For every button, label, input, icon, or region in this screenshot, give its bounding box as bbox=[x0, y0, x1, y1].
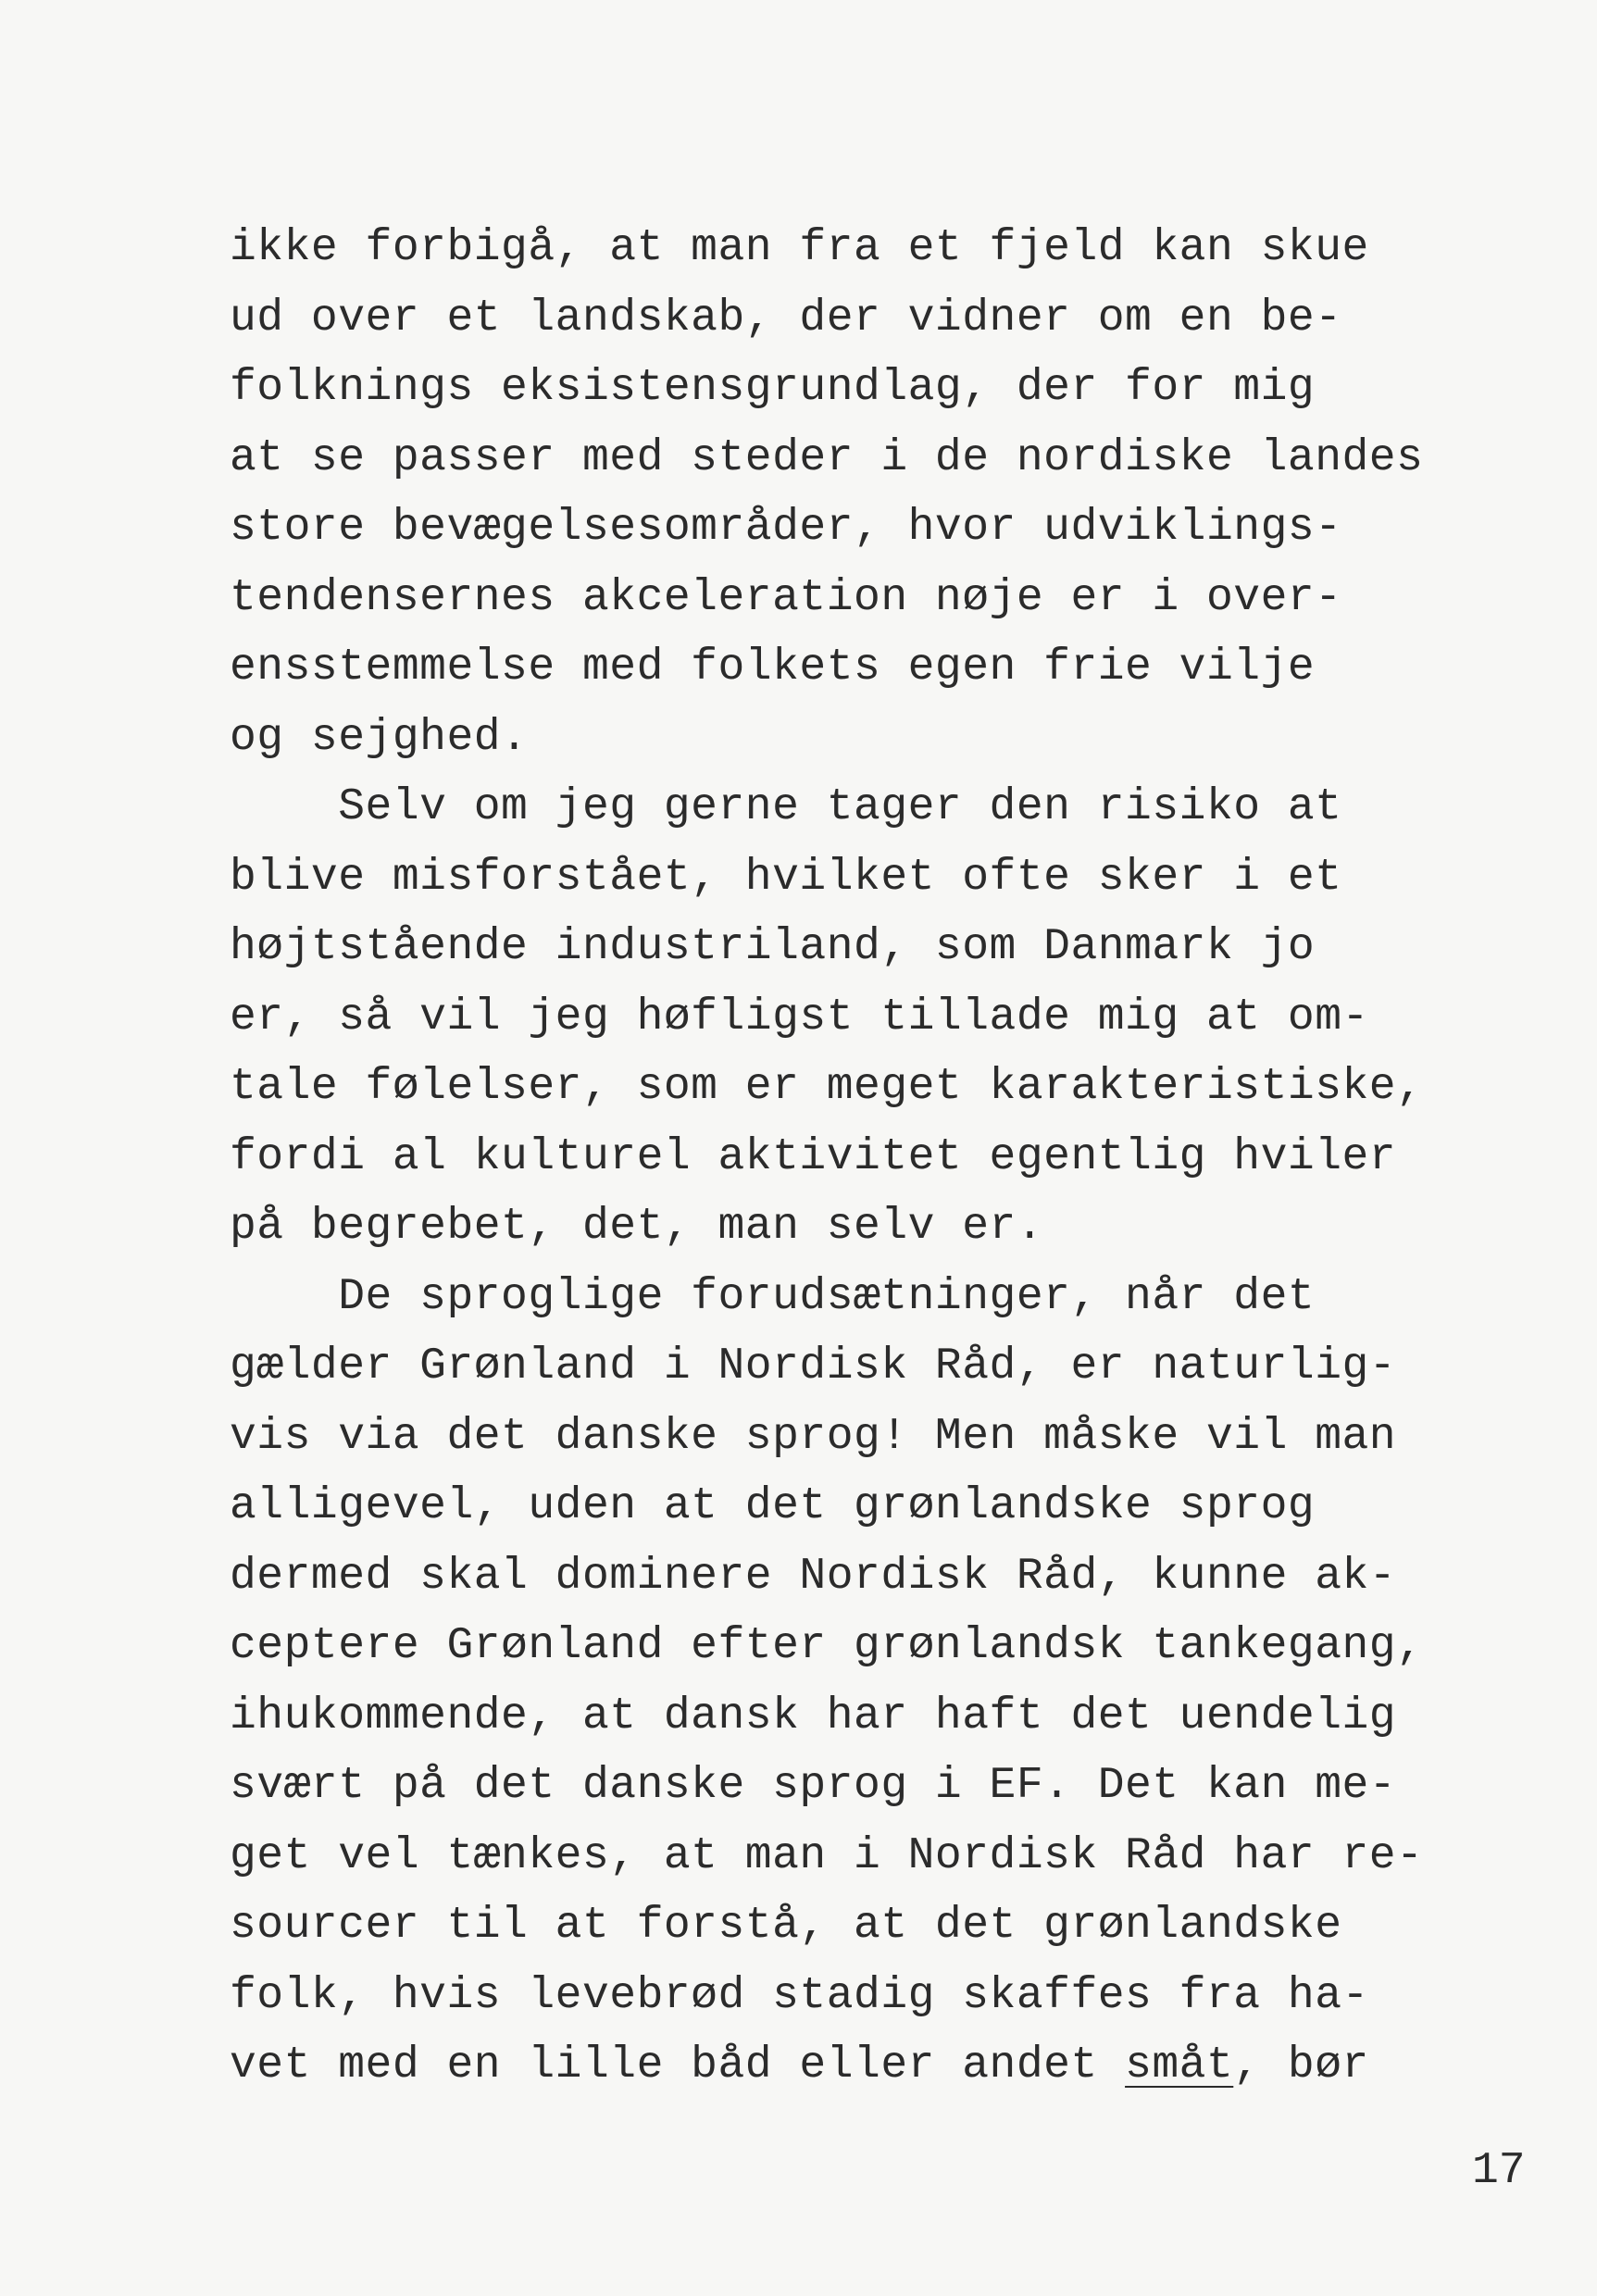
text-line: blive misforstået, hvilket ofte sker i et bbox=[230, 852, 1342, 903]
text-line: er, så vil jeg høfligst tillade mig at om- bbox=[230, 992, 1369, 1042]
text-line: ikke forbigå, at man fra et fjeld kan skue bbox=[230, 223, 1369, 273]
text-line: ud over et landskab, der vidner om en be- bbox=[230, 293, 1342, 343]
last-line-start: vet med en lille båd eller andet bbox=[230, 2040, 1126, 2090]
text-line: tale følelser, som er meget karakteristiske, bbox=[230, 1062, 1424, 1112]
text-line: dermed skal dominere Nordisk Råd, kunne ak- bbox=[230, 1551, 1397, 1602]
text-line: at se passer med steder i de nordiske landes bbox=[230, 432, 1424, 483]
text-line: ceptere Grønland efter grønlandsk tankegang, bbox=[230, 1621, 1424, 1671]
text-line: ihukommende, at dansk har haft det uendelig bbox=[230, 1691, 1397, 1741]
underlined-word: småt bbox=[1125, 2040, 1234, 2090]
text-line: og sejghed. bbox=[230, 712, 529, 763]
text-line: fordi al kulturel aktivitet egentlig hviler bbox=[230, 1131, 1397, 1182]
text-line: alligevel, uden at det grønlandske sprog bbox=[230, 1481, 1316, 1531]
text-line: Selv om jeg gerne tager den risiko at bbox=[230, 782, 1342, 832]
text-line-last bbox=[230, 2038, 1526, 2108]
text-line: gælder Grønland i Nordisk Råd, er naturlig- bbox=[230, 1341, 1397, 1391]
text-line: sourcer til at forstå, at det grønlandske bbox=[230, 1901, 1342, 1951]
last-line-end: , bør bbox=[1233, 2040, 1369, 2090]
text-line: folknings eksistensgrundlag, der for mig bbox=[230, 363, 1316, 413]
text-line: folk, hvis levebrød stadig skaffes fra ha- bbox=[230, 1970, 1369, 2021]
text-line: højtstående industriland, som Danmark jo bbox=[230, 922, 1316, 972]
text-line: tendensernes akceleration nøje er i over- bbox=[230, 572, 1342, 623]
text-line: store bevægelsesområder, hvor udviklings- bbox=[230, 503, 1342, 553]
text-line: på begrebet, det, man selv er. bbox=[230, 1202, 1044, 1252]
body-text bbox=[230, 220, 1526, 2108]
text-line: get vel tænkes, at man i Nordisk Råd har re- bbox=[230, 1830, 1424, 1881]
text-line: svært på det danske sprog i EF. Det kan me- bbox=[230, 1761, 1397, 1811]
text-line: ensstemmelse med folkets egen frie vilje bbox=[230, 643, 1316, 693]
page-number: 17 bbox=[1472, 2146, 1526, 2196]
text-line: De sproglige forudsætninger, når det bbox=[230, 1271, 1316, 1322]
text-line: vis via det danske sprog! Men måske vil man bbox=[230, 1411, 1397, 1462]
